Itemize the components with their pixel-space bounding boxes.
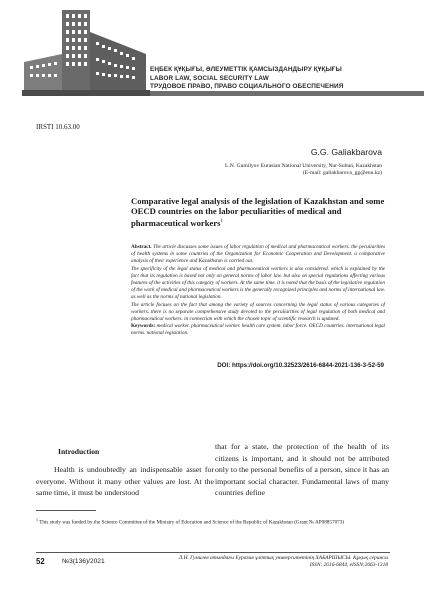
author-affiliation (132, 163, 382, 177)
keywords-label: Keywords: (131, 323, 156, 330)
issue-number: №3(136)/2021 (62, 558, 105, 565)
header-line-russian: ТРУДОВОЕ ПРАВО, ПРАВО СОЦИАЛЬНОГО ОБЕСПЕЧЕНИЯ (150, 83, 344, 91)
header-section-titles (150, 66, 424, 92)
keywords-text: medical worker. pharmaceutical worker. health care system. labor force. OECD countries. international legal norms. national legislation. (131, 323, 385, 337)
page-number: 52 (36, 557, 45, 566)
abstract-text-1: The article discusses some issues of labor regulation of medical and pharmaceutical workers. the peculiarities of health systems in some countries of the Organization for Economic Cooperation and Development. a comparative analysis of their experience and Kazakhstan is carried out. (131, 244, 385, 265)
body-column-left: Health is undoubtedly an indispensable asset for everyone. Without it many other values are lost. At the same time, it must be understood (36, 465, 214, 498)
title-footnote-mark: 1 (220, 218, 224, 224)
article-title-text: Comparative legal analysis of the legislation of Kazakhstan and some OECD countries on the labor peculiarities of medical and pharmaceutical workers (131, 196, 385, 228)
abstract (131, 244, 385, 338)
doi-link[interactable]: DOI: https://doi.org/10.32523/2616-6844-2021-136-3-52-59 (217, 362, 384, 369)
affiliation-email: (E-mail: galiakbarova_gg@enu.kz) (302, 170, 382, 177)
footnote (36, 516, 390, 527)
body-column-right: that for a state, the protection of the health of its citizens is important, and it should not be attributed only to the personal benefits of a person, since it has an important social character. Fundamental laws of many countries define (215, 442, 389, 498)
journal-header (0, 0, 424, 100)
introduction-heading: Introduction (58, 447, 100, 456)
header-line-english: LABOR LAW, SOCIAL SECURITY LAW (150, 74, 269, 82)
affiliation-university: L.N. Gumilyov Eurasian National University, Nur-Sultan, Kazakhstan (224, 163, 382, 169)
abstract-paragraph-3: The article focuses on the fact that among the variety of sources concerning the legal status of various categories of workers. there is no separate comprehensive study devoted to the peculiarities of legal regulation of both medical and pharmaceutical workers. in connection with which the chosen topic of scientific research is updated. (131, 301, 385, 323)
footnote-text: This study was funded by the Science Committee of the Ministry of Education and Science of the Republic of Kazakhstan (Grant № AP08857073) (39, 519, 345, 526)
keywords (131, 323, 385, 337)
footer-rule (36, 552, 390, 553)
header-line-kazakh: ЕҢБЕК ҚҰҚЫҒЫ, ӘЛЕУМЕТТІК ҚАМСЫЗДАНДЫРУ ҚҰҚЫҒЫ (150, 66, 342, 73)
journal-issn: ISSN: 2616-6844, eISSN:2663-1318 (309, 562, 388, 569)
journal-title: Л.Н. Гумилев атындағы Еуразия ұлттық университетінің ХАБАРШЫСЫ. Құқық сериясы (178, 555, 388, 561)
article-title (131, 197, 385, 228)
irsti-code: IRSTI 10.63.00 (36, 123, 80, 131)
footnote-rule (36, 510, 96, 511)
abstract-label: Abstract. (131, 244, 152, 250)
abstract-paragraph-2: The specificity of the legal status of medical and pharmaceutical workers is also considered. which is explained by the fact that its regulation is based not only on general norms of labor law. but also on special regulations affecting various features of the activities of this category of workers. At the same time. it is noted that the basis of the legislative regulation of the work of medical and pharmaceutical workers is the generally recognized principles and norms of international law. as well as the norms of national legislation. (131, 265, 385, 301)
university-building-logo (22, 2, 150, 98)
abstract-paragraph-1 (131, 244, 385, 266)
author-name: G.G. Galiakbarova (310, 147, 382, 157)
header-rule (150, 91, 424, 96)
journal-name (138, 555, 388, 570)
footnote-mark: 1 (36, 517, 38, 522)
